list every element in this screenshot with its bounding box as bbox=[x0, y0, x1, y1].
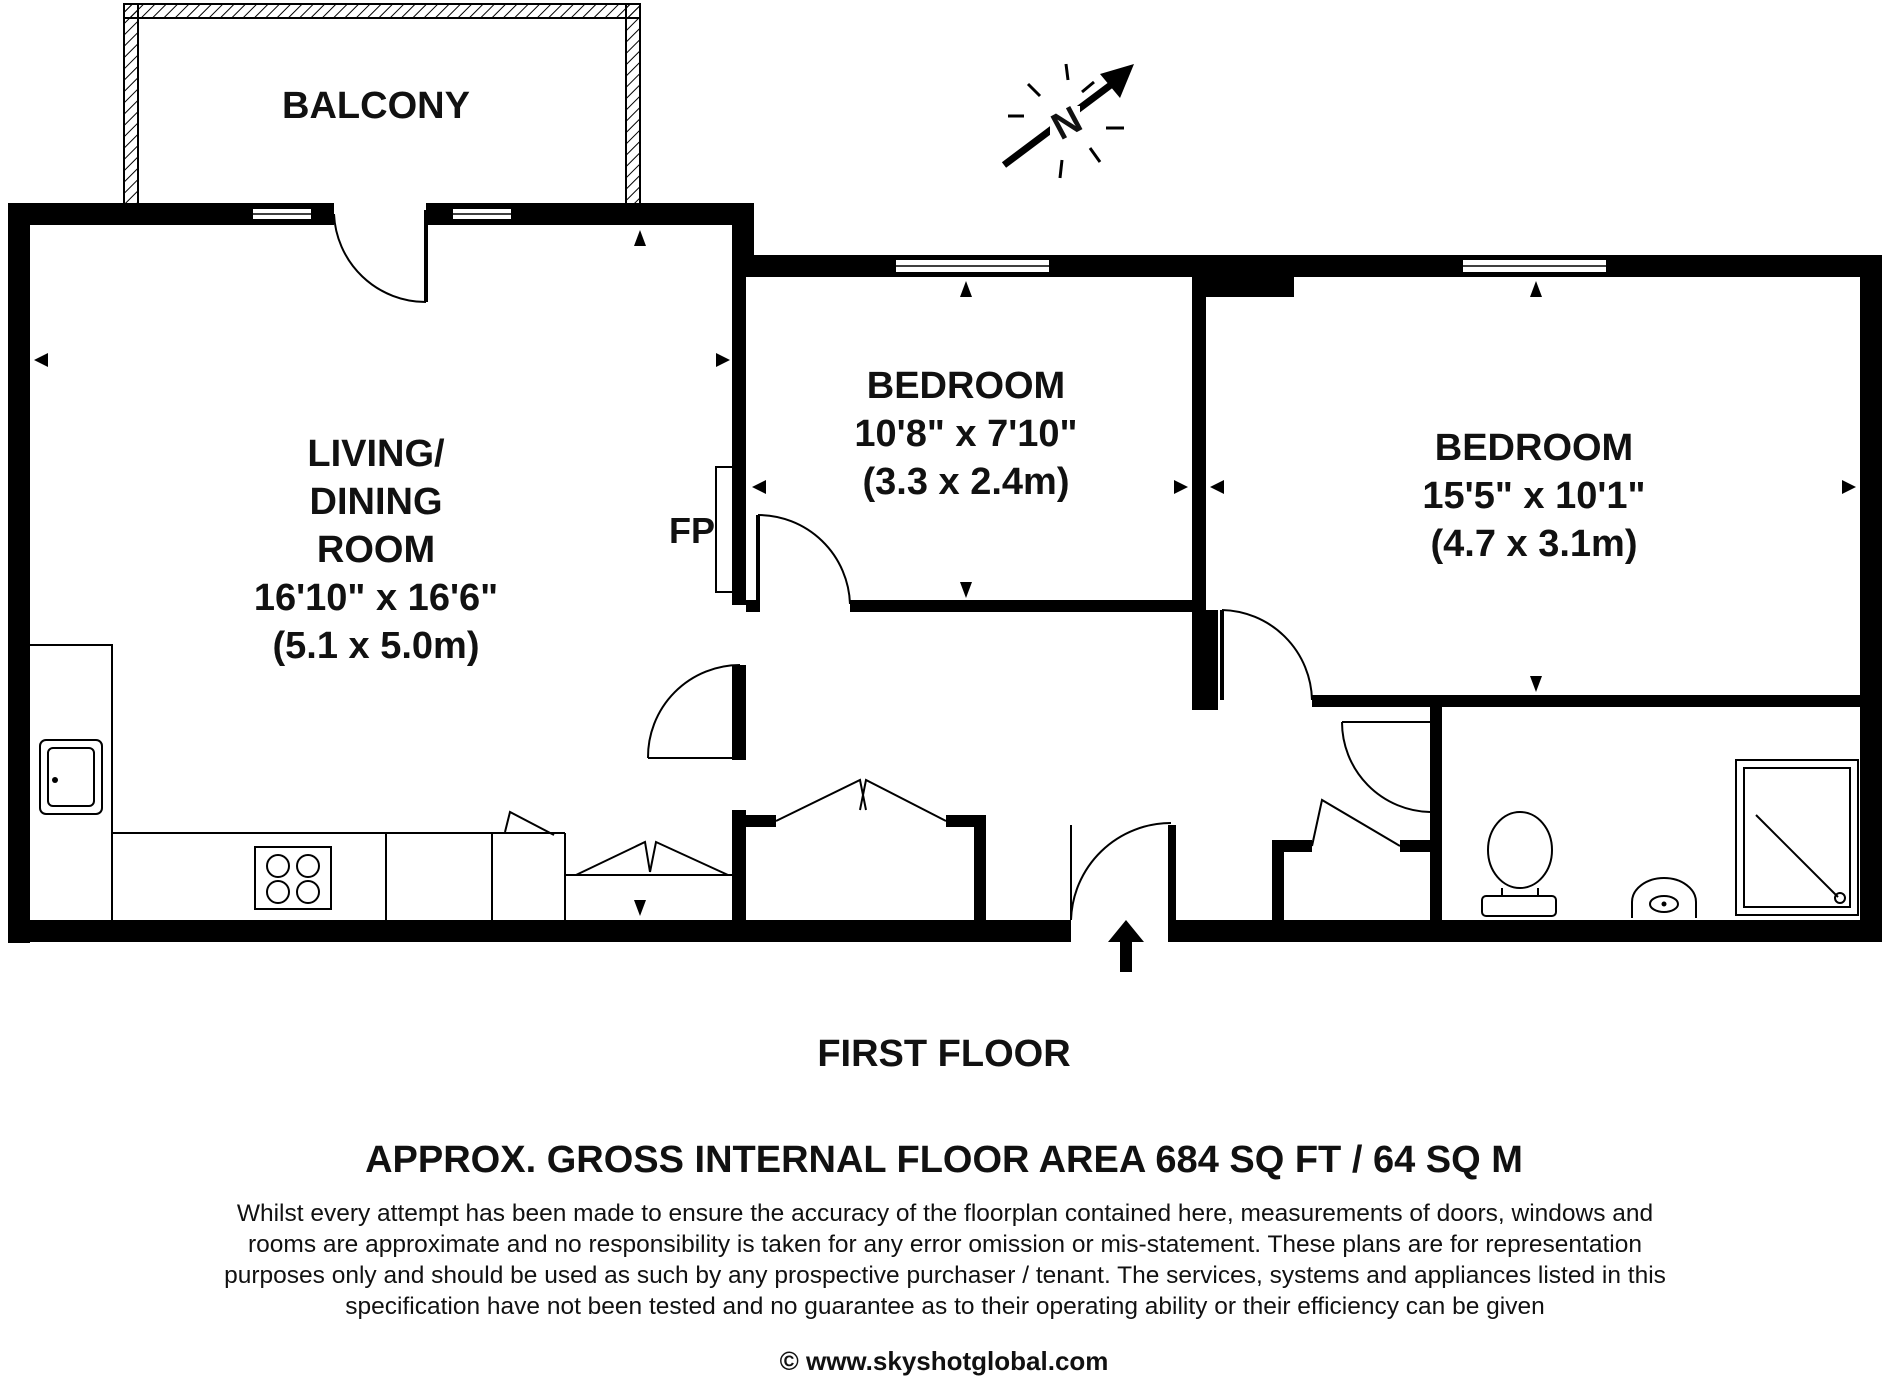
disclaimer-line3: purposes only and should be used as such by any prospective purchaser / tenant. The services, systems and appliances listed in this bbox=[224, 1262, 1666, 1289]
disclaimer-line2: rooms are approximate and no responsibility is taken for any error omission or mis-statement. These plans are for representation bbox=[248, 1231, 1642, 1258]
dimension-arrow bbox=[960, 582, 972, 598]
dimension-arrow bbox=[1530, 281, 1542, 297]
living-name-line2: DINING bbox=[309, 481, 443, 523]
kitchen bbox=[30, 645, 732, 920]
dimension-arrow bbox=[1842, 480, 1856, 494]
area-summary: APPROX. GROSS INTERNAL FLOOR AREA 684 SQ FT / 64 SQ M bbox=[365, 1139, 1523, 1181]
dimension-arrow bbox=[752, 480, 766, 494]
kitchen-sink-icon bbox=[40, 740, 102, 814]
dimension-arrow bbox=[1530, 676, 1542, 692]
bedroom1-label bbox=[854, 365, 1077, 503]
washbasin-icon bbox=[1632, 878, 1696, 918]
dimension-arrow bbox=[716, 353, 730, 367]
bedroom2-name: BEDROOM bbox=[1434, 427, 1634, 469]
dimension-arrows bbox=[34, 230, 1856, 916]
bedroom1-name: BEDROOM bbox=[866, 365, 1066, 407]
living-name-line1: LIVING/ bbox=[307, 433, 445, 475]
fireplace-label: FP bbox=[668, 510, 716, 551]
shower-tray-icon bbox=[1736, 760, 1858, 915]
north-compass-icon bbox=[1004, 64, 1134, 178]
disclaimer bbox=[140, 1198, 1750, 1322]
bedroom2-dims-metric: (4.7 x 3.1m) bbox=[1430, 523, 1638, 565]
doors bbox=[334, 200, 1430, 942]
hob-icon bbox=[255, 847, 331, 909]
floor-name: FIRST FLOOR bbox=[817, 1033, 1071, 1075]
disclaimer-line4: specification have not been tested and no guarantee as to their operating ability or their efficiency can be given bbox=[345, 1293, 1545, 1320]
compass-north-label: N bbox=[1044, 98, 1089, 149]
bedroom2-dims-imperial: 15'5" x 10'1" bbox=[1422, 475, 1646, 517]
dimension-arrow bbox=[634, 230, 646, 246]
living-dims-metric: (5.1 x 5.0m) bbox=[272, 625, 480, 667]
copyright: © www.skyshotglobal.com bbox=[779, 1346, 1109, 1376]
bedroom2-label bbox=[1422, 427, 1645, 565]
dimension-arrow bbox=[634, 900, 646, 916]
living-name-line3: ROOM bbox=[316, 529, 436, 571]
toilet-icon bbox=[1482, 812, 1556, 916]
dimension-arrow bbox=[1210, 480, 1224, 494]
disclaimer-line1: Whilst every attempt has been made to ensure the accuracy of the floorplan contained here, measurements of doors, windows and bbox=[236, 1200, 1654, 1227]
fireplace bbox=[669, 467, 734, 592]
dimension-arrow bbox=[960, 281, 972, 297]
bedroom1-dims-imperial: 10'8" x 7'10" bbox=[854, 413, 1078, 455]
living-dims-imperial: 16'10" x 16'6" bbox=[253, 577, 499, 619]
dimension-arrow bbox=[34, 353, 48, 367]
balcony-label: BALCONY bbox=[282, 85, 470, 127]
living-dining-room-label bbox=[254, 433, 498, 667]
entrance-arrow-icon bbox=[1108, 920, 1144, 972]
bathroom bbox=[1482, 760, 1858, 918]
bedroom1-dims-metric: (3.3 x 2.4m) bbox=[862, 461, 1070, 503]
dimension-arrow bbox=[1174, 480, 1188, 494]
